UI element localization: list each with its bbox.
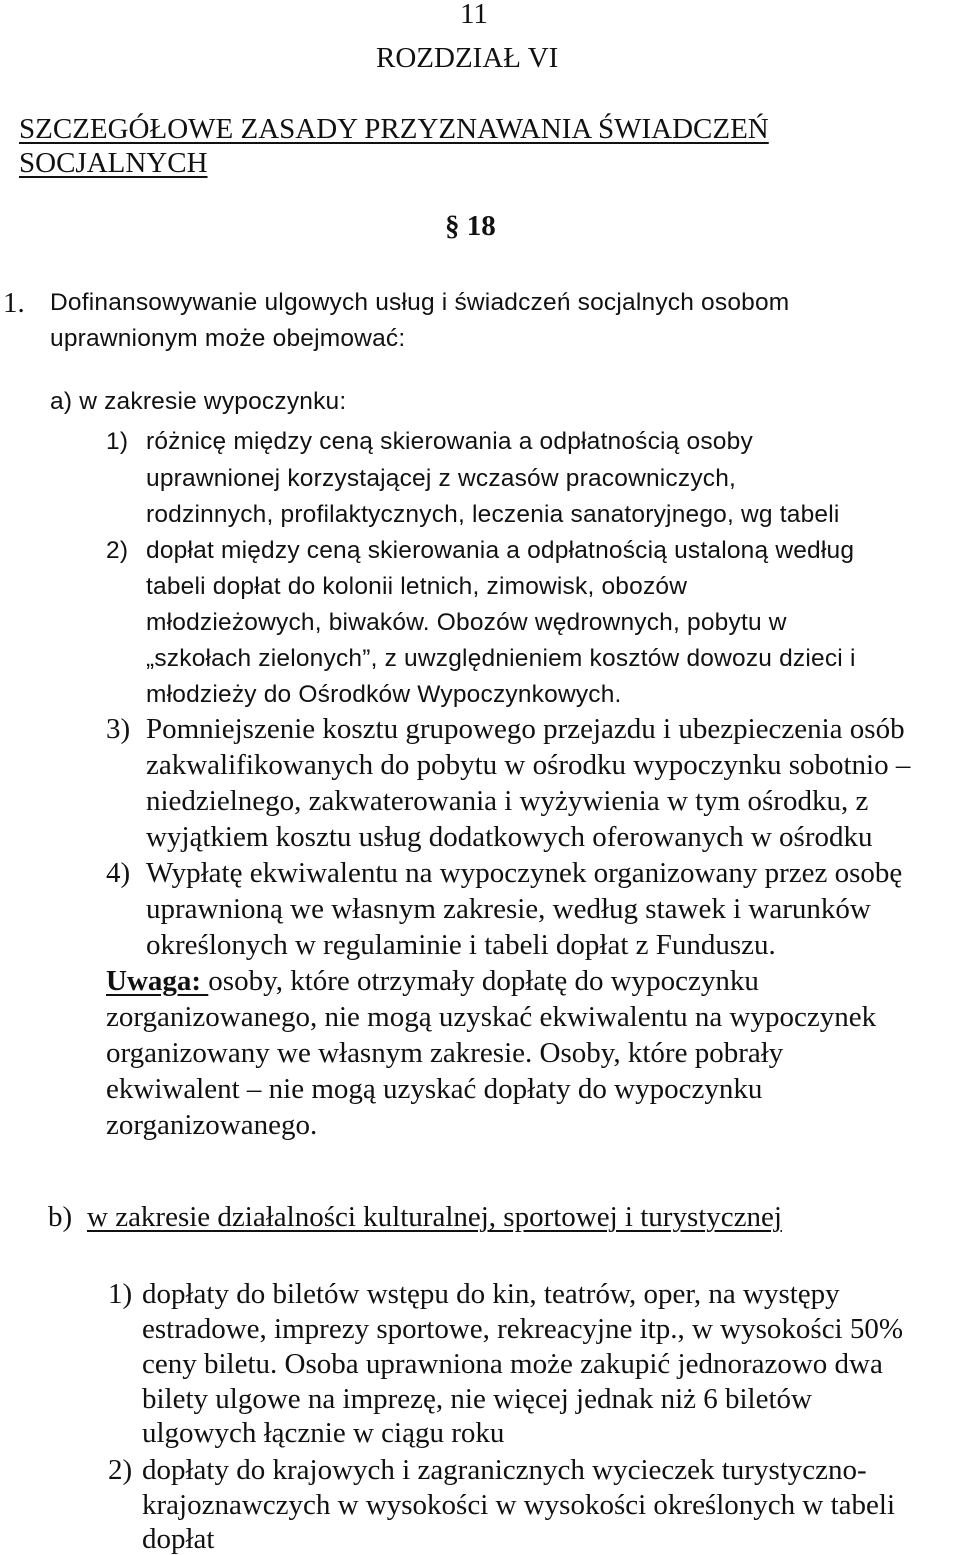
item-number: 2) <box>108 1454 133 1486</box>
chapter-heading: ROZDZIAŁ VI <box>376 42 559 74</box>
paragraph-number: 1. <box>3 287 25 319</box>
item-line: uprawnioną we własnym zakresie, według stawek i warunków <box>146 893 871 925</box>
item-line: młodzieży do Ośrodków Wypoczynkowych. <box>146 681 622 708</box>
paragraph-line: uprawnionym może obejmować: <box>50 325 406 352</box>
item-line: określonych w regulaminie i tabeli dopłat z Funduszu. <box>146 929 776 961</box>
item-line: uprawnionej korzystającej z wczasów pracowniczych, <box>146 465 737 492</box>
note-line: zorganizowanego, nie mogą uzyskać ekwiwalentu na wypoczynek <box>106 1001 877 1033</box>
note-line: ekwiwalent – nie mogą uzyskać dopłaty do wypoczynku <box>106 1073 763 1105</box>
note-line: zorganizowanego. <box>106 1109 318 1141</box>
item-line: krajoznawczych w wysokości w wysokości określonych w tabeli <box>142 1489 896 1521</box>
item-line: estradowe, imprezy sportowe, rekreacyjne itp., w wysokości 50% <box>142 1313 904 1345</box>
title-line-2: SOCJALNYCH <box>19 147 208 179</box>
item-line: Wypłatę ekwiwalentu na wypoczynek organizowany przez osobę <box>146 857 903 889</box>
item-line: wyjątkiem kosztu usług dodatkowych oferowanych w ośrodku <box>146 821 873 853</box>
paragraph-line: Dofinansowywanie ulgowych usług i świadczeń socjalnych osobom <box>50 289 790 316</box>
subsection-b-letter: b) <box>48 1201 73 1233</box>
item-line: Pomniejszenie kosztu grupowego przejazdu i ubezpieczenia osób <box>146 713 905 745</box>
item-number: 2) <box>106 537 129 564</box>
item-line: dopłat między ceną skierowania a odpłatnością ustaloną według <box>146 537 855 564</box>
note-line: organizowany we własnym zakresie. Osoby, które pobrały <box>106 1037 784 1069</box>
item-line: niedzielnego, zakwaterowania i wyżywienia w tym ośrodku, z <box>146 785 869 817</box>
item-number: 1) <box>108 1278 133 1310</box>
item-line: tabeli dopłat do kolonii letnich, zimowisk, obozów <box>146 573 688 600</box>
item-number: 4) <box>106 857 131 889</box>
subsection-a-heading: a) w zakresie wypoczynku: <box>50 388 347 415</box>
item-number: 1) <box>106 428 129 455</box>
item-line: dopłaty do biletów wstępu do kin, teatrów, oper, na występy <box>142 1278 840 1310</box>
item-line: ceny biletu. Osoba uprawniona może zakupić jednorazowo dwa <box>142 1348 883 1380</box>
item-line: rodzinnych, profilaktycznych, leczenia sanatoryjnego, wg tabeli <box>146 501 840 528</box>
section-number: § 18 <box>445 210 496 242</box>
item-line: ulgowych łącznie w ciągu roku <box>142 1417 505 1449</box>
subsection-b-heading: w zakresie działalności kulturalnej, sportowej i turystycznej <box>87 1201 782 1233</box>
item-number: 3) <box>106 713 131 745</box>
item-line: różnicę między ceną skierowania a odpłatnością osoby <box>146 428 753 455</box>
note-line <box>106 967 759 996</box>
item-line: bilety ulgowe na imprezę, nie więcej jednak niż 6 biletów <box>142 1383 812 1415</box>
note-label: Uwaga: <box>106 965 209 997</box>
item-line: dopłaty do krajowych i zagranicznych wycieczek turystyczno- <box>142 1454 867 1486</box>
item-line: dopłat <box>142 1523 215 1555</box>
note-text: osoby, które otrzymały dopłatę do wypoczynku <box>208 965 759 997</box>
item-line: zakwalifikowanych do pobytu w ośrodku wypoczynku sobotnio – <box>146 749 911 781</box>
item-line: „szkołach zielonych”, z uwzględnieniem kosztów dowozu dzieci i <box>146 645 856 672</box>
item-line: młodzieżowych, biwaków. Obozów wędrownych, pobytu w <box>146 609 787 636</box>
page-number: 11 <box>460 0 488 30</box>
title-line-1: SZCZEGÓŁOWE ZASADY PRZYZNAWANIA ŚWIADCZEŃ <box>19 113 769 145</box>
